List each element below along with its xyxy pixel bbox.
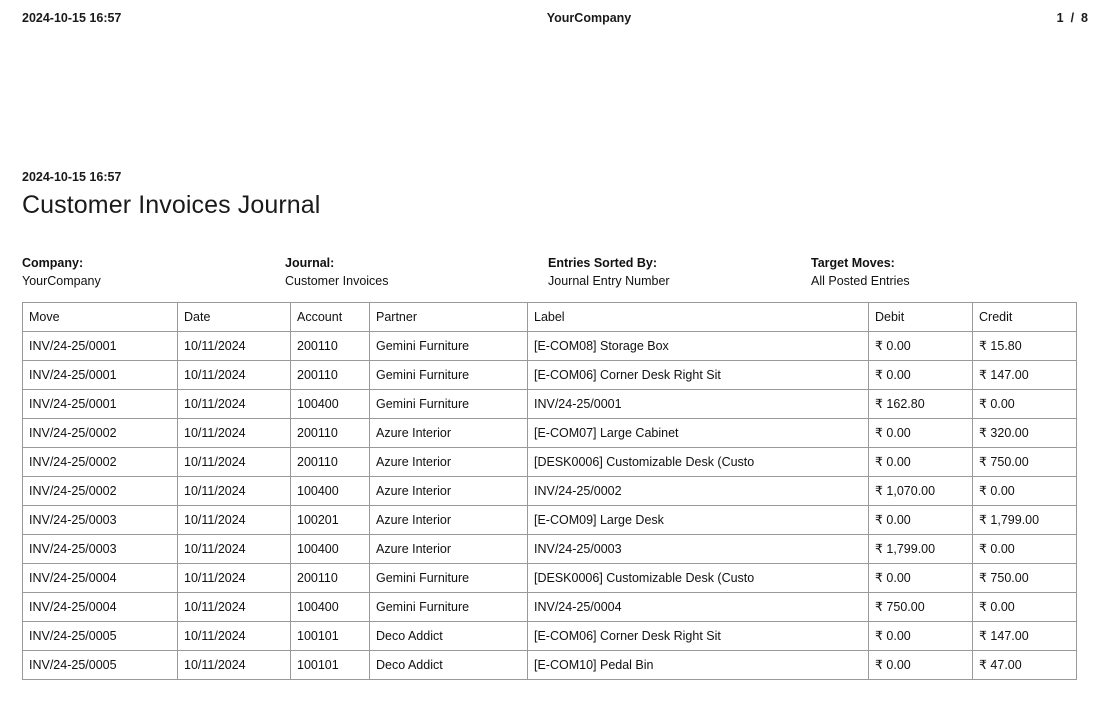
cell-move: INV/24-25/0005	[23, 651, 178, 680]
column-header-date: Date	[178, 303, 291, 332]
cell-move: INV/24-25/0002	[23, 419, 178, 448]
cell-partner: Gemini Furniture	[370, 361, 528, 390]
cell-move: INV/24-25/0003	[23, 506, 178, 535]
cell-debit: ₹ 0.00	[869, 622, 973, 651]
column-header-label: Label	[528, 303, 869, 332]
cell-credit: ₹ 0.00	[973, 477, 1077, 506]
table-row	[23, 622, 1077, 651]
cell-move: INV/24-25/0001	[23, 390, 178, 419]
cell-account: 100201	[291, 506, 370, 535]
page-title: Customer Invoices Journal	[22, 191, 321, 219]
cell-debit: ₹ 0.00	[869, 506, 973, 535]
cell-date: 10/11/2024	[178, 506, 291, 535]
cell-date: 10/11/2024	[178, 390, 291, 419]
cell-label: [E-COM07] Large Cabinet	[528, 419, 869, 448]
cell-date: 10/11/2024	[178, 564, 291, 593]
cell-debit: ₹ 1,799.00	[869, 535, 973, 564]
cell-move: INV/24-25/0004	[23, 564, 178, 593]
cell-label: [E-COM06] Corner Desk Right Sit	[528, 622, 869, 651]
cell-move: INV/24-25/0001	[23, 361, 178, 390]
meta-target-moves-value: All Posted Entries	[811, 274, 910, 288]
cell-label: [E-COM06] Corner Desk Right Sit	[528, 361, 869, 390]
cell-account: 200110	[291, 419, 370, 448]
cell-move: INV/24-25/0002	[23, 477, 178, 506]
table-header-row	[23, 303, 1077, 332]
cell-account: 200110	[291, 361, 370, 390]
journal-table	[22, 302, 1077, 680]
column-header-account: Account	[291, 303, 370, 332]
report-body	[22, 170, 1088, 680]
cell-label: [E-COM10] Pedal Bin	[528, 651, 869, 680]
header-timestamp: 2024-10-15 16:57	[22, 11, 122, 25]
meta-target-moves-label: Target Moves:	[811, 256, 895, 270]
cell-account: 100400	[291, 535, 370, 564]
column-header-credit: Credit	[973, 303, 1077, 332]
cell-move: INV/24-25/0003	[23, 535, 178, 564]
cell-label: [E-COM09] Large Desk	[528, 506, 869, 535]
report-meta-row	[22, 256, 1088, 288]
cell-debit: ₹ 750.00	[869, 593, 973, 622]
meta-company	[22, 256, 285, 288]
cell-credit: ₹ 1,799.00	[973, 506, 1077, 535]
cell-date: 10/11/2024	[178, 477, 291, 506]
column-header-partner: Partner	[370, 303, 528, 332]
meta-entries-sorted-by-value: Journal Entry Number	[548, 274, 670, 288]
cell-account: 100400	[291, 477, 370, 506]
cell-debit: ₹ 1,070.00	[869, 477, 973, 506]
cell-partner: Azure Interior	[370, 506, 528, 535]
header-company-name: YourCompany	[546, 11, 632, 25]
table-row	[23, 361, 1077, 390]
cell-partner: Gemini Furniture	[370, 593, 528, 622]
report-timestamp: 2024-10-15 16:57	[22, 170, 122, 184]
cell-credit: ₹ 750.00	[973, 564, 1077, 593]
cell-account: 200110	[291, 564, 370, 593]
column-header-debit: Debit	[869, 303, 973, 332]
cell-credit: ₹ 0.00	[973, 535, 1077, 564]
table-row	[23, 535, 1077, 564]
cell-partner: Azure Interior	[370, 419, 528, 448]
cell-move: INV/24-25/0004	[23, 593, 178, 622]
table-row	[23, 564, 1077, 593]
cell-credit: ₹ 47.00	[973, 651, 1077, 680]
cell-account: 100400	[291, 390, 370, 419]
cell-label: [E-COM08] Storage Box	[528, 332, 869, 361]
cell-date: 10/11/2024	[178, 361, 291, 390]
cell-partner: Deco Addict	[370, 651, 528, 680]
cell-debit: ₹ 0.00	[869, 651, 973, 680]
cell-credit: ₹ 320.00	[973, 419, 1077, 448]
cell-debit: ₹ 0.00	[869, 564, 973, 593]
meta-entries-sorted-by	[548, 256, 811, 288]
meta-journal-label: Journal:	[285, 256, 335, 270]
cell-date: 10/11/2024	[178, 448, 291, 477]
cell-label: [DESK0006] Customizable Desk (Custo	[528, 564, 869, 593]
cell-label: INV/24-25/0003	[528, 535, 869, 564]
cell-partner: Azure Interior	[370, 448, 528, 477]
cell-partner: Deco Addict	[370, 622, 528, 651]
cell-debit: ₹ 162.80	[869, 390, 973, 419]
column-header-move: Move	[23, 303, 178, 332]
table-row	[23, 332, 1077, 361]
cell-debit: ₹ 0.00	[869, 332, 973, 361]
page-current: 1	[1056, 11, 1064, 25]
table-row	[23, 651, 1077, 680]
cell-label: INV/24-25/0004	[528, 593, 869, 622]
cell-debit: ₹ 0.00	[869, 448, 973, 477]
table-row	[23, 593, 1077, 622]
meta-journal-value: Customer Invoices	[285, 274, 389, 288]
journal-table-body	[23, 332, 1077, 680]
header-page-number	[1057, 11, 1088, 25]
cell-date: 10/11/2024	[178, 593, 291, 622]
table-row	[23, 419, 1077, 448]
cell-partner: Azure Interior	[370, 477, 528, 506]
table-row	[23, 477, 1077, 506]
cell-account: 100101	[291, 622, 370, 651]
cell-credit: ₹ 147.00	[973, 361, 1077, 390]
cell-account: 200110	[291, 448, 370, 477]
cell-move: INV/24-25/0002	[23, 448, 178, 477]
meta-target-moves	[811, 256, 1074, 288]
cell-date: 10/11/2024	[178, 332, 291, 361]
cell-date: 10/11/2024	[178, 651, 291, 680]
cell-credit: ₹ 15.80	[973, 332, 1077, 361]
cell-account: 100400	[291, 593, 370, 622]
cell-account: 200110	[291, 332, 370, 361]
cell-label: INV/24-25/0002	[528, 477, 869, 506]
cell-debit: ₹ 0.00	[869, 419, 973, 448]
cell-date: 10/11/2024	[178, 535, 291, 564]
cell-partner: Gemini Furniture	[370, 332, 528, 361]
journal-table-head	[23, 303, 1077, 332]
meta-company-value: YourCompany	[22, 274, 101, 288]
meta-company-label: Company:	[22, 256, 84, 270]
cell-account: 100101	[291, 651, 370, 680]
cell-credit: ₹ 0.00	[973, 390, 1077, 419]
cell-date: 10/11/2024	[178, 419, 291, 448]
cell-partner: Gemini Furniture	[370, 390, 528, 419]
page-header	[22, 0, 1088, 25]
cell-credit: ₹ 0.00	[973, 593, 1077, 622]
cell-partner: Azure Interior	[370, 535, 528, 564]
cell-credit: ₹ 147.00	[973, 622, 1077, 651]
table-row	[23, 448, 1077, 477]
meta-entries-sorted-by-label: Entries Sorted By:	[548, 256, 658, 270]
meta-journal	[285, 256, 548, 288]
table-row	[23, 506, 1077, 535]
cell-credit: ₹ 750.00	[973, 448, 1077, 477]
page-separator: /	[1070, 11, 1075, 25]
cell-debit: ₹ 0.00	[869, 361, 973, 390]
table-row	[23, 390, 1077, 419]
cell-partner: Gemini Furniture	[370, 564, 528, 593]
cell-move: INV/24-25/0005	[23, 622, 178, 651]
cell-move: INV/24-25/0001	[23, 332, 178, 361]
cell-date: 10/11/2024	[178, 622, 291, 651]
page-total: 8	[1081, 11, 1088, 25]
cell-label: INV/24-25/0001	[528, 390, 869, 419]
cell-label: [DESK0006] Customizable Desk (Custo	[528, 448, 869, 477]
